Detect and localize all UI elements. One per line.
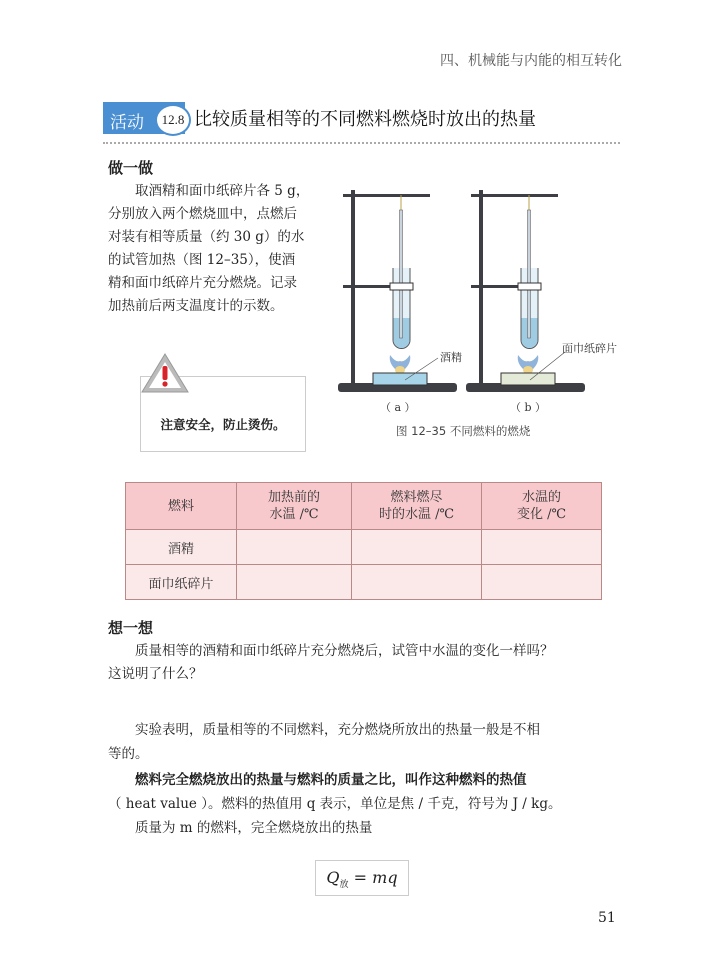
do-heading: 做一做 [108, 159, 154, 177]
cell[interactable] [237, 530, 352, 565]
cell[interactable] [482, 530, 602, 565]
para-line: 取酒精和面巾纸碎片各 5 g， [135, 183, 310, 199]
cell: 面巾纸碎片 [126, 565, 237, 600]
para-line: 分别放入两个燃烧皿中，点燃后 [108, 206, 297, 222]
stand-b [466, 190, 585, 392]
cell[interactable] [482, 565, 602, 600]
think-heading: 想一想 [108, 619, 154, 637]
activity-number: 12.8 [155, 104, 191, 136]
para-line: 质量为 m 的燃料，完全燃烧放出的热量 [135, 820, 373, 836]
sub-b: （ b ） [510, 401, 547, 414]
warning-icon [140, 352, 190, 394]
figure-caption: 图 12–35 不同燃料的燃烧 [396, 424, 531, 438]
safety-text: 注意安全，防止烫伤。 [160, 417, 286, 432]
label-alcohol: 酒精 [440, 351, 462, 364]
para-line: 的试管加热（图 12–35），使酒 [108, 252, 296, 268]
activity-title: 比较质量相等的不同燃料燃烧时放出的热量 [194, 109, 536, 130]
cell: 酒精 [126, 530, 237, 565]
activity-label: 活动 [110, 113, 144, 133]
body-text [108, 718, 628, 840]
para-line: 等的。 [108, 746, 149, 762]
label-tissue: 面巾纸碎片 [562, 342, 617, 355]
header-cell: 燃料燃尽 时的水温 /℃ [352, 483, 482, 530]
para-line: 这说明了什么？ [108, 666, 203, 682]
header-cell: 燃料 [126, 483, 237, 530]
para-line: （ heat value ）。燃料的热值用 q 表示，单位是焦 / 千克，符号为 J / kg。 [108, 796, 562, 812]
sub-a: （ a ） [380, 401, 416, 414]
think-paragraph [108, 640, 628, 686]
data-table [125, 482, 602, 600]
cell[interactable] [352, 530, 482, 565]
header-cell: 加热前的 水温 /℃ [237, 483, 352, 530]
cell[interactable] [352, 565, 482, 600]
para-line: 精和面巾纸碎片充分燃烧。记录 [108, 275, 297, 291]
dotted-divider [103, 142, 620, 144]
para-line: 实验表明，质量相等的不同燃料，充分燃烧所放出的热量一般是不相 [135, 722, 540, 738]
definition: 燃料完全燃烧放出的热量与燃料的质量之比，叫作这种燃料的热值 [135, 772, 527, 788]
table-row [126, 530, 602, 565]
para-line: 对装有相等质量（约 30 g）的水 [108, 229, 305, 245]
do-paragraph [108, 180, 313, 318]
page-number: 51 [598, 910, 616, 926]
chapter-header: 四、机械能与内能的相互转化 [440, 53, 622, 69]
para-line: 质量相等的酒精和面巾纸碎片充分燃烧后，试管中水温的变化一样吗？ [135, 643, 554, 659]
header-cell: 水温的 变化 /℃ [482, 483, 602, 530]
formula-box: $Q_放$ = mq [315, 860, 409, 896]
para-line: 加热前后两支温度计的示数。 [108, 298, 284, 314]
figure-burning-fuels [330, 180, 630, 440]
table-header-row [126, 483, 602, 530]
table-row [126, 565, 602, 600]
cell[interactable] [237, 565, 352, 600]
